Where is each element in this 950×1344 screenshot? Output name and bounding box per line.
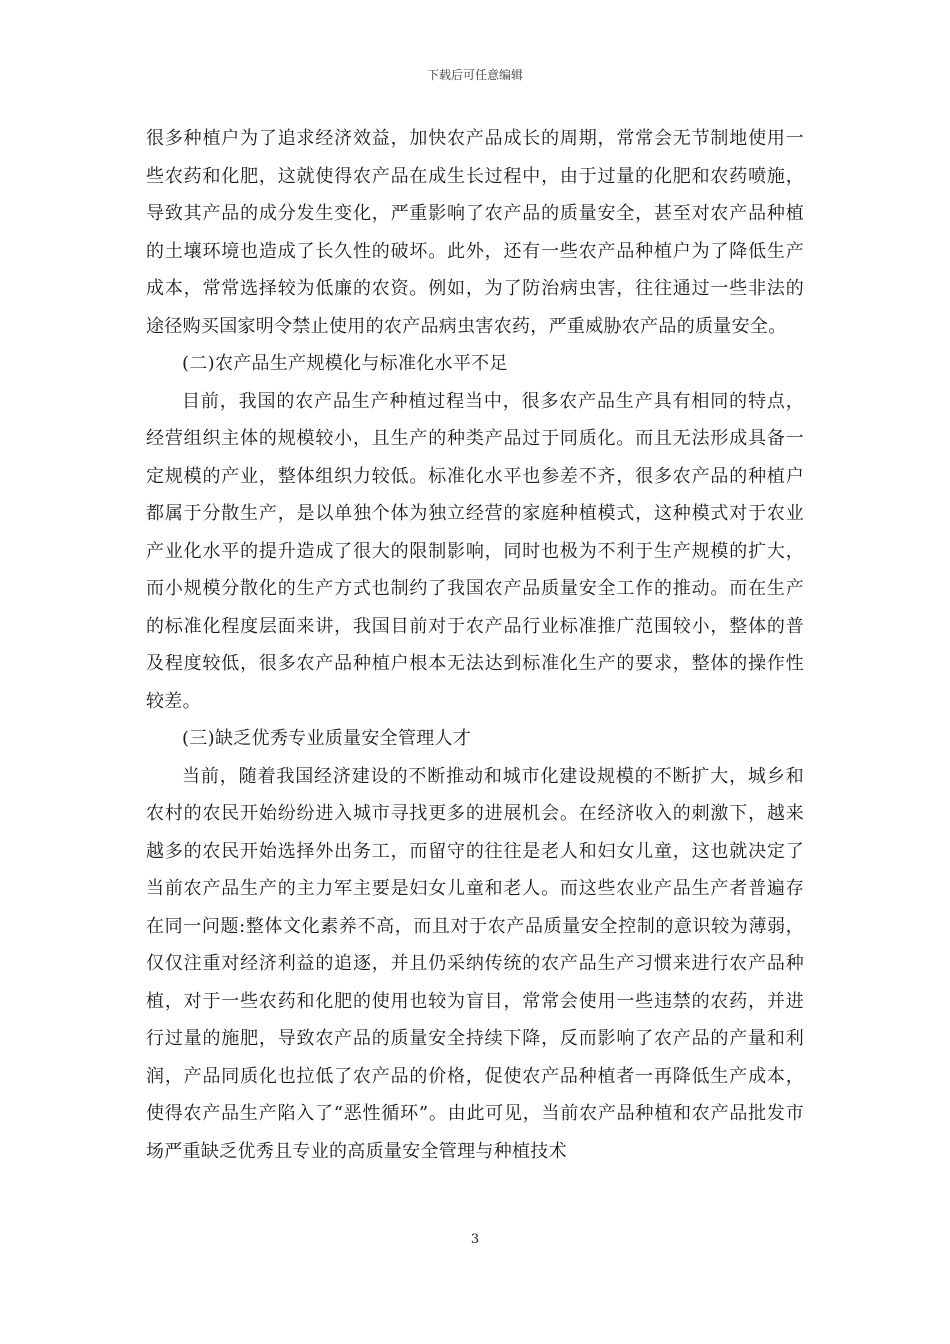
section-heading-2: (二)农产品生产规模化与标准化水平不足 (182, 353, 508, 374)
paragraph-standardization: 目前，我国的农产品生产种植过程当中，很多农产品生产具有相同的特点，经营组织主体的规模较小，且生产的种类产品过于同质化。而且无法形成具备一定规模的产业，整体组织力较低。标准化水平也参差不齐，很多农产品的种植户都属于分散生产，是以单独个体为独立经营的家庭种植模式，这种模式对于农业产业化水平的提升造成了很大的限制影响，同时也极为不利于生产规模的扩大，而小规模分散化的生产方式也制约了我国农产品质量安全工作的推动。而在生产的标准化程度层面来讲，我国目前对于农产品行业标准推广范围较小，整体的普及程度较低，很多农产品种植户根本无法达到标准化生产的要求，整体的操作性较差。 (146, 390, 804, 712)
page-number: 3 (470, 1232, 480, 1247)
page-header: 下载后可任意编辑 (426, 68, 523, 82)
section-heading-3: (三)缺乏优秀专业质量安全管理人才 (182, 728, 472, 749)
document-body (146, 120, 804, 1170)
paragraph-continued: 很多种植户为了追求经济效益，加快农产品成长的周期，常常会无节制地使用一些农药和化肥，这就使得农产品在成生长过程中，由于过量的化肥和农药喷施，导致其产品的成分发生变化，严重影响了农产品的质量安全，甚至对农产品种植的土壤环境也造成了长久性的破坏。此外，还有一些农产品种植户为了降低生产成本，常常选择较为低廉的农资。例如，为了防治病虫害，往往通过一些非法的途径购买国家明令禁止使用的农产品病虫害农药，严重威胁农产品的质量安全。 (146, 128, 804, 337)
paragraph-talent: 当前，随着我国经济建设的不断推动和城市化建设规模的不断扩大，城乡和农村的农民开始纷纷进入城市寻找更多的进展机会。在经济收入的刺激下，越来越多的农民开始选择外出务工，而留守的往往是老人和妇女儿童，这也就决定了当前农产品生产的主力军主要是妇女儿童和老人。而这些农业产品生产者普遍存在同一问题:整体文化素养不高，而且对于农产品质量安全控制的意识较为薄弱，仅仅注重对经济利益的追逐，并且仍采纳传统的农产品生产习惯来进行农产品种植，对于一些农药和化肥的使用也较为盲目，常常会使用一些违禁的农药，并进行过量的施肥，导致农产品的质量安全持续下降，反而影响了农产品的产量和利润，产品同质化也拉低了农产品的价格，促使农产品种植者一再降低生产成本，使得农产品生产陷入了“恶性循环”。由此可见，当前农产品种植和农产品批发市场严重缺乏优秀且专业的高质量安全管理与种植技术 (146, 765, 804, 1162)
